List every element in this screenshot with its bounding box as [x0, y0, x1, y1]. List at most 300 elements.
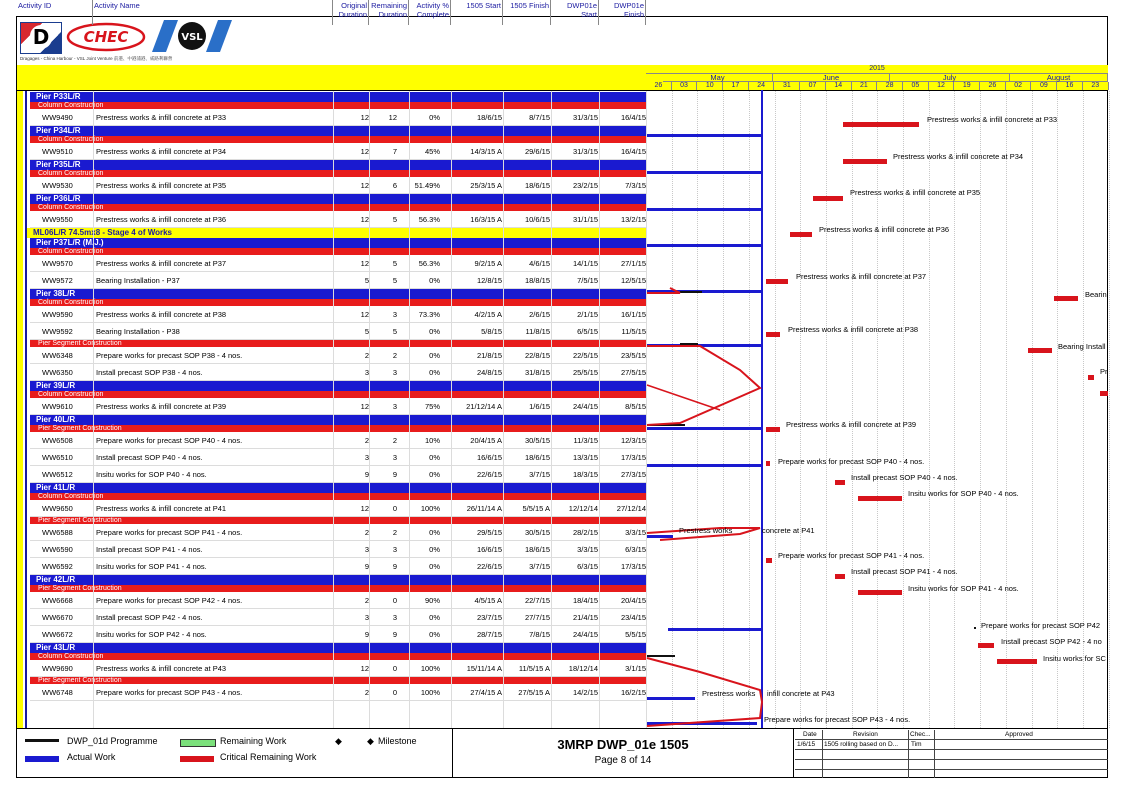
percent-complete: 45%: [424, 147, 440, 156]
percent-complete: 56.3%: [418, 259, 440, 268]
percent-complete: 0%: [429, 562, 440, 571]
dwp-start: 18/4/15: [572, 596, 598, 605]
finish-1505: 8/7/15: [529, 113, 550, 122]
timeline-day: 31: [775, 82, 801, 90]
percent-complete: 0%: [429, 453, 440, 462]
wbs-pier-row[interactable]: Pier 43L/R: [30, 643, 647, 653]
dwp-finish: 5/5/15: [625, 630, 646, 639]
finish-1505: 11/5/15 A: [518, 664, 550, 673]
rev-header-date: Date: [803, 731, 817, 738]
col-activity-name[interactable]: Activity Name: [93, 0, 333, 25]
col-1505-finish[interactable]: 1505 Finish: [503, 0, 551, 25]
bar-label: Prestress works & infill concrete at P37: [796, 272, 927, 281]
original-duration: 12: [360, 310, 369, 319]
finish-1505: 22/8/15: [524, 351, 550, 360]
percent-complete: 0%: [429, 630, 440, 639]
legend-critical: Critical Remaining Work: [220, 752, 317, 762]
dwp-start: 14/1/15: [572, 259, 598, 268]
dwp-finish: 23/5/15: [620, 351, 646, 360]
dwp-start: 31/3/15: [572, 113, 598, 122]
remaining-duration: 2: [392, 351, 397, 360]
activity-name: Prestress works & infill concrete at P38: [96, 310, 227, 319]
activity-id: WW6350: [42, 368, 73, 377]
percent-complete: 0%: [429, 470, 440, 479]
bar-label: infill concrete at P43: [767, 689, 835, 698]
remaining-duration: 0: [392, 504, 397, 513]
wbs-subgroup-row[interactable]: Column Construction: [30, 170, 647, 177]
remaining-duration: 5: [392, 327, 397, 336]
wbs-subgroup-row[interactable]: Pier Segment Construction: [30, 425, 647, 432]
activity-id: WW6748: [42, 688, 73, 697]
finish-1505: 18/8/15: [524, 276, 550, 285]
wbs-pier-row[interactable]: Pier P35L/R: [30, 160, 647, 170]
col-remaining-duration[interactable]: Remaining Duration: [369, 0, 409, 25]
activity-id: WW9590: [42, 310, 73, 319]
dwp-start: 14/2/15: [572, 688, 598, 697]
rev-header-revision: Revision: [853, 731, 878, 738]
percent-complete: 0%: [429, 528, 440, 537]
dwp-finish: 12/3/15: [620, 436, 646, 445]
start-1505: 15/11/14 A: [466, 664, 502, 673]
finish-1505: 7/8/15: [529, 630, 550, 639]
dwp-start: 2/1/15: [577, 310, 598, 319]
remaining-duration: 7: [392, 147, 397, 156]
col-dwp01e-start[interactable]: DWP01e Start: [551, 0, 599, 25]
dwp-finish: 16/2/15: [620, 688, 646, 697]
timeline-day: 16: [1057, 82, 1083, 90]
dwp-start: 24/4/15: [572, 630, 598, 639]
start-1505: 23/7/15: [476, 613, 502, 622]
legend-milestone: Milestone: [378, 736, 417, 746]
timeline-day: 26: [646, 82, 672, 90]
dwp-finish: 16/4/15: [620, 113, 646, 122]
original-duration: 12: [360, 181, 369, 190]
original-duration: 3: [364, 545, 369, 554]
activity-name: Prestress works & infill concrete at P37: [96, 259, 227, 268]
activity-name: Prepare works for precast SOP P43 - 4 nos.: [96, 688, 243, 697]
original-duration: 12: [360, 504, 369, 513]
activity-name: Install precast SOP P41 - 4 nos.: [96, 545, 203, 554]
start-1505: 12/8/15: [476, 276, 502, 285]
activity-name: Insitu works for SOP P42 - 4 nos.: [96, 630, 207, 639]
start-1505: 21/12/14 A: [466, 402, 502, 411]
bar-label: Prestress works & infill concrete at P39: [786, 420, 917, 429]
dwp-start: 7/5/15: [577, 276, 598, 285]
bar-label: Prestress works & infill concrete at P36: [819, 225, 950, 234]
finish-1505: 4/6/15: [529, 259, 550, 268]
milestone-icon: ◆: [335, 736, 342, 746]
activity-id: WW6590: [42, 545, 73, 554]
timeline-day: 02: [1006, 82, 1032, 90]
percent-complete: 0%: [429, 613, 440, 622]
activity-id: WW6348: [42, 351, 73, 360]
finish-1505: 30/5/15: [524, 436, 550, 445]
wbs-pier-row[interactable]: Pier P33L/R: [30, 92, 647, 102]
percent-complete: 56.3%: [418, 215, 440, 224]
start-1505: 29/5/15: [476, 528, 502, 537]
dwp-finish: 12/5/15: [620, 276, 646, 285]
col-dwp01e-finish[interactable]: DWP01e Finish: [599, 0, 646, 25]
remaining-duration: 3: [392, 368, 397, 377]
remaining-duration: 0: [392, 664, 397, 673]
start-1505: 16/3/15 A: [470, 215, 502, 224]
dwp-finish: 11/5/15: [621, 327, 646, 336]
timeline-day: 23: [1083, 82, 1109, 90]
page-number: Page 8 of 14: [594, 755, 652, 766]
finish-1505: 27/7/15: [524, 613, 550, 622]
percent-complete: 0%: [429, 368, 440, 377]
rev-date: 1/6/15: [797, 741, 816, 748]
wbs-subgroup-row[interactable]: Column Construction: [30, 391, 647, 398]
legend-remaining-swatch: [180, 739, 216, 747]
percent-complete: 10%: [424, 436, 440, 445]
timeline-day: 09: [1032, 82, 1058, 90]
timeline-day: 03: [672, 82, 698, 90]
activity-id: WW9490: [42, 113, 73, 122]
wbs-stage-row[interactable]: ML06L/R 74.5mx8 - Stage 4 of Works: [27, 228, 647, 238]
wbs-subgroup-row[interactable]: Column Construction: [30, 493, 647, 500]
activity-name: Bearing Installation - P37: [96, 276, 180, 285]
remaining-duration: 5: [392, 215, 397, 224]
wbs-subgroup-row[interactable]: Column Construction: [30, 204, 647, 211]
original-duration: 9: [364, 630, 369, 639]
original-duration: 12: [360, 113, 369, 122]
start-1505: 5/8/15: [481, 327, 502, 336]
start-1505: 4/2/15 A: [474, 310, 502, 319]
start-1505: 27/4/15 A: [470, 688, 502, 697]
original-duration: 5: [364, 276, 369, 285]
bar-label: Pr: [1100, 367, 1108, 376]
dwp-finish: 17/3/15: [620, 562, 646, 571]
finish-1505: 18/6/15: [524, 545, 550, 554]
bar-label: Prepare works for precast SOP P40 - 4 nos.: [778, 457, 925, 466]
remaining-duration: 0: [392, 688, 397, 697]
original-duration: 12: [360, 664, 369, 673]
percent-complete: 0%: [429, 276, 440, 285]
bar-label: Insitu works for SC: [1043, 654, 1106, 663]
timeline-day: 10: [697, 82, 723, 90]
activity-name: Insitu works for SOP P40 - 4 nos.: [96, 470, 207, 479]
original-duration: 9: [364, 562, 369, 571]
start-1505: 26/11/14 A: [466, 504, 502, 513]
timeline-day: 24: [749, 82, 775, 90]
start-1505: 18/6/15: [476, 113, 502, 122]
original-duration: 12: [360, 259, 369, 268]
activity-name: Prestress works & infill concrete at P41: [96, 504, 227, 513]
remaining-duration: 0: [392, 596, 397, 605]
timeline-day: 05: [903, 82, 929, 90]
dwp-finish: 17/3/15: [620, 453, 646, 462]
svg-text:VSL: VSL: [181, 32, 203, 43]
wbs-subgroup-row[interactable]: Pier Segment Construction: [30, 340, 647, 347]
wbs-subgroup-row[interactable]: Column Construction: [30, 136, 647, 143]
activity-id: WW6512: [42, 470, 73, 479]
dwp-start: 12/12/14: [568, 504, 598, 513]
finish-1505: 2/6/15: [529, 310, 550, 319]
activity-name: Prestress works & infill concrete at P34: [96, 147, 227, 156]
schedule-title: 3MRP DWP_01e 1505: [557, 737, 689, 752]
title-block: [452, 728, 794, 778]
rev-header-checked: Chec...: [910, 731, 931, 738]
activity-name: Prestress works & infill concrete at P43: [96, 664, 227, 673]
remaining-duration: 3: [392, 402, 397, 411]
dwp-start: 22/5/15: [572, 351, 598, 360]
original-duration: 3: [364, 368, 369, 377]
finish-1505: 3/7/15: [529, 470, 550, 479]
dwp-finish: 27/3/15: [620, 470, 646, 479]
original-duration: 2: [364, 528, 369, 537]
bar-label: Prepare works for precast SOP P41 - 4 nos.: [778, 551, 925, 560]
dwp-finish: 27/12/14: [616, 504, 646, 513]
dwp-start: 18/12/14: [568, 664, 598, 673]
start-1505: 16/6/15: [476, 545, 502, 554]
activity-id: WW6672: [42, 630, 73, 639]
remaining-duration: 2: [392, 436, 397, 445]
timeline-day: 21: [852, 82, 878, 90]
rev-checker: Tim: [911, 741, 922, 748]
remaining-duration: 12: [388, 113, 397, 122]
dwp-finish: 23/4/15: [620, 613, 646, 622]
remaining-duration: 6: [392, 181, 397, 190]
activity-id: WW9650: [42, 504, 73, 513]
rev-description: 1505 rolling based on D...: [824, 741, 899, 748]
bar-label: Insitu works for SOP P40 - 4 nos.: [908, 489, 1019, 498]
activity-id: WW9610: [42, 402, 73, 411]
activity-name: Prepare works for precast SOP P41 - 4 nos.: [96, 528, 243, 537]
finish-1505: 29/6/15: [524, 147, 550, 156]
percent-complete: 100%: [420, 504, 440, 513]
dwp-finish: 3/3/15: [625, 528, 646, 537]
original-duration: 12: [360, 147, 369, 156]
bar-label: Prestress works & infill concrete at P35: [850, 188, 981, 197]
dwp-finish: 3/1/15: [625, 664, 646, 673]
original-duration: 3: [364, 613, 369, 622]
timeline-month: July: [890, 73, 1010, 82]
start-1505: 9/2/15 A: [474, 259, 502, 268]
percent-complete: 0%: [429, 351, 440, 360]
dwp-finish: 27/5/15: [620, 368, 646, 377]
original-duration: 12: [360, 215, 369, 224]
wbs-pier-row[interactable]: Pier P37L/R (M.J.): [30, 238, 647, 248]
original-duration: 3: [364, 453, 369, 462]
percent-complete: 0%: [429, 113, 440, 122]
activity-name: Install precast SOP P38 - 4 nos.: [96, 368, 203, 377]
timeline-year: 2015: [646, 65, 1108, 74]
dragages-logo: D: [20, 22, 62, 54]
dwp-start: 24/4/15: [572, 402, 598, 411]
finish-1505: 18/6/15: [524, 453, 550, 462]
legend-programme: DWP_01d Programme: [67, 736, 158, 746]
original-duration: 2: [364, 436, 369, 445]
remaining-duration: 3: [392, 453, 397, 462]
dwp-start: 13/3/15: [572, 453, 598, 462]
original-duration: 2: [364, 351, 369, 360]
timeline-month: May: [663, 73, 773, 82]
activity-name: Prestress works & infill concrete at P35: [96, 181, 227, 190]
activity-id: WW6592: [42, 562, 73, 571]
bar-label: Insitu works for SOP P41 - 4 nos.: [908, 584, 1019, 593]
activity-id: WW6508: [42, 436, 73, 445]
dwp-finish: 20/4/15: [620, 596, 646, 605]
bar-label: Prepare works for precast SOP P43 - 4 nos.: [764, 715, 911, 724]
milestone-icon: ◆: [367, 736, 374, 746]
dwp-start: 21/4/15: [572, 613, 598, 622]
bar-label: Prestress works & infill concrete at P33: [927, 115, 1058, 124]
wbs-pier-row[interactable]: Pier P34L/R: [30, 126, 647, 136]
start-1505: 4/5/15 A: [474, 596, 502, 605]
percent-complete: 100%: [420, 688, 440, 697]
start-1505: 25/3/15 A: [470, 181, 502, 190]
original-duration: 9: [364, 470, 369, 479]
finish-1505: 11/8/15: [525, 327, 550, 336]
activity-name: Prestress works & infill concrete at P39: [96, 402, 227, 411]
col-1505-start[interactable]: 1505 Start: [451, 0, 503, 25]
activity-id: WW9550: [42, 215, 73, 224]
wbs-subgroup-row[interactable]: Column Construction: [30, 299, 647, 306]
dwp-start: 6/5/15: [577, 327, 598, 336]
wbs-pier-row[interactable]: Pier 40L/R: [30, 415, 647, 425]
remaining-duration: 9: [392, 470, 397, 479]
timeline-day: 26: [980, 82, 1006, 90]
wbs-pier-row[interactable]: Pier 42L/R: [30, 575, 647, 585]
dwp-finish: 16/1/15: [620, 310, 646, 319]
activity-id: WW9530: [42, 181, 73, 190]
percent-complete: 0%: [429, 327, 440, 336]
activity-name: Prepare works for precast SOP P42 - 4 nos.: [96, 596, 243, 605]
finish-1505: 22/7/15: [524, 596, 550, 605]
percent-complete: 51.49%: [414, 181, 440, 190]
activity-name: Insitu works for SOP P41 - 4 nos.: [96, 562, 207, 571]
finish-1505: 5/5/15 A: [522, 504, 550, 513]
dwp-start: 23/2/15: [572, 181, 598, 190]
original-duration: 5: [364, 327, 369, 336]
timeline-day: 12: [929, 82, 955, 90]
dwp-start: 31/1/15: [572, 215, 598, 224]
remaining-duration: 5: [392, 259, 397, 268]
start-1505: 24/8/15: [476, 368, 502, 377]
finish-1505: 1/6/15: [529, 402, 550, 411]
legend-critical-swatch: [180, 756, 214, 762]
activity-name: Prepare works for precast SOP P40 - 4 nos.: [96, 436, 243, 445]
bar-label: Prestress works: [702, 689, 756, 698]
remaining-duration: 3: [392, 613, 397, 622]
remaining-duration: 3: [392, 545, 397, 554]
col-original-duration[interactable]: Original Duration: [333, 0, 369, 25]
bar-label: Install precast SOP P42 - 4 no: [1001, 637, 1102, 646]
bar-label: Prestress works: [679, 526, 733, 535]
activity-name: Install precast SOP P42 - 4 nos.: [96, 613, 203, 622]
activity-id: WW9690: [42, 664, 73, 673]
wbs-subgroup-row[interactable]: Column Construction: [30, 102, 647, 109]
bar-label: Bearin: [1085, 290, 1107, 299]
activity-name: Prepare works for precast SOP P38 - 4 nos.: [96, 351, 243, 360]
dwp-start: 11/3/15: [573, 436, 598, 445]
col-activity-id[interactable]: Activity ID: [17, 0, 93, 25]
remaining-duration: 2: [392, 528, 397, 537]
percent-complete: 100%: [420, 664, 440, 673]
activity-name: Prestress works & infill concrete at P36: [96, 215, 227, 224]
dwp-finish: 27/1/15: [620, 259, 646, 268]
wbs-subgroup-row[interactable]: Pier Segment Construction: [30, 517, 647, 524]
dwp-finish: 6/3/15: [625, 545, 646, 554]
rev-header-approved: Approved: [1005, 731, 1033, 738]
dwp-finish: 8/5/15: [625, 402, 646, 411]
start-1505: 22/6/15: [476, 562, 502, 571]
finish-1505: 10/6/15: [524, 215, 550, 224]
dwp-start: 28/2/15: [572, 528, 598, 537]
svg-text:CHEC: CHEC: [83, 28, 129, 46]
activity-name: Prestress works & infill concrete at P33: [96, 113, 227, 122]
legend-actual-swatch: [25, 756, 59, 762]
wbs-subgroup-row[interactable]: Pier Segment Construction: [30, 677, 647, 684]
wbs-pier-row[interactable]: Pier 38L/R: [30, 289, 647, 299]
timeline-day: 17: [723, 82, 749, 90]
start-1505: 28/7/15: [476, 630, 502, 639]
finish-1505: 18/6/15: [524, 181, 550, 190]
wbs-subgroup-row[interactable]: Column Construction: [30, 248, 647, 255]
activity-name: Install precast SOP P40 - 4 nos.: [96, 453, 203, 462]
bar-label: Install precast SOP P40 - 4 nos.: [851, 473, 958, 482]
dwp-start: 18/3/15: [572, 470, 598, 479]
original-duration: 2: [364, 596, 369, 605]
bar-label: Prestress works & infill concrete at P38: [788, 325, 919, 334]
wbs-subgroup-row[interactable]: Pier Segment Construction: [30, 585, 647, 592]
activity-id: WW9592: [42, 327, 73, 336]
timeline-day: 14: [826, 82, 852, 90]
activity-name: Bearing Installation - P38: [96, 327, 180, 336]
finish-1505: 27/5/15 A: [518, 688, 550, 697]
dwp-start: 6/3/15: [577, 562, 598, 571]
dwp-start: 31/3/15: [572, 147, 598, 156]
wbs-pier-row[interactable]: Pier 39L/R: [30, 381, 647, 391]
bar-label: Prestress works & infill concrete at P34: [893, 152, 1024, 161]
activity-id: WW6668: [42, 596, 73, 605]
wbs-pier-row[interactable]: Pier P36L/R: [30, 194, 647, 204]
original-duration: 12: [360, 402, 369, 411]
bar-label: concrete at P41: [762, 526, 815, 535]
legend-remaining: Remaining Work: [220, 736, 287, 746]
timeline-day: 19: [954, 82, 980, 90]
timeline-month: June: [773, 73, 890, 82]
finish-1505: 30/5/15: [524, 528, 550, 537]
start-1505: 21/8/15: [476, 351, 502, 360]
percent-complete: 0%: [429, 545, 440, 554]
remaining-duration: 9: [392, 562, 397, 571]
activity-id: WW6588: [42, 528, 73, 537]
start-1505: 22/6/15: [476, 470, 502, 479]
remaining-duration: 9: [392, 630, 397, 639]
dwp-start: 25/5/15: [572, 368, 598, 377]
dwp-finish: 13/2/15: [620, 215, 646, 224]
logo-caption: Dragages - China Harbour - VSL Joint Venture 前港、中港浦港、威路利聯營: [20, 56, 173, 61]
bar-label: Bearing Install: [1058, 342, 1106, 351]
wbs-subgroup-row[interactable]: Column Construction: [30, 653, 647, 660]
original-duration: 2: [364, 688, 369, 697]
finish-1505: 31/8/15: [524, 368, 550, 377]
wbs-pier-row[interactable]: Pier 41L/R: [30, 483, 647, 493]
activity-id: WW6510: [42, 453, 73, 462]
start-1505: 20/4/15 A: [470, 436, 502, 445]
col-percent-complete[interactable]: Activity % Complete: [409, 0, 451, 25]
percent-complete: 73.3%: [418, 310, 440, 319]
timeline-month: August: [1010, 73, 1108, 82]
activity-id: WW9510: [42, 147, 73, 156]
activity-id: WW9572: [42, 276, 73, 285]
start-1505: 16/6/15: [476, 453, 502, 462]
percent-complete: 90%: [424, 596, 440, 605]
revision-table: [795, 730, 1108, 778]
remaining-duration: 3: [392, 310, 397, 319]
